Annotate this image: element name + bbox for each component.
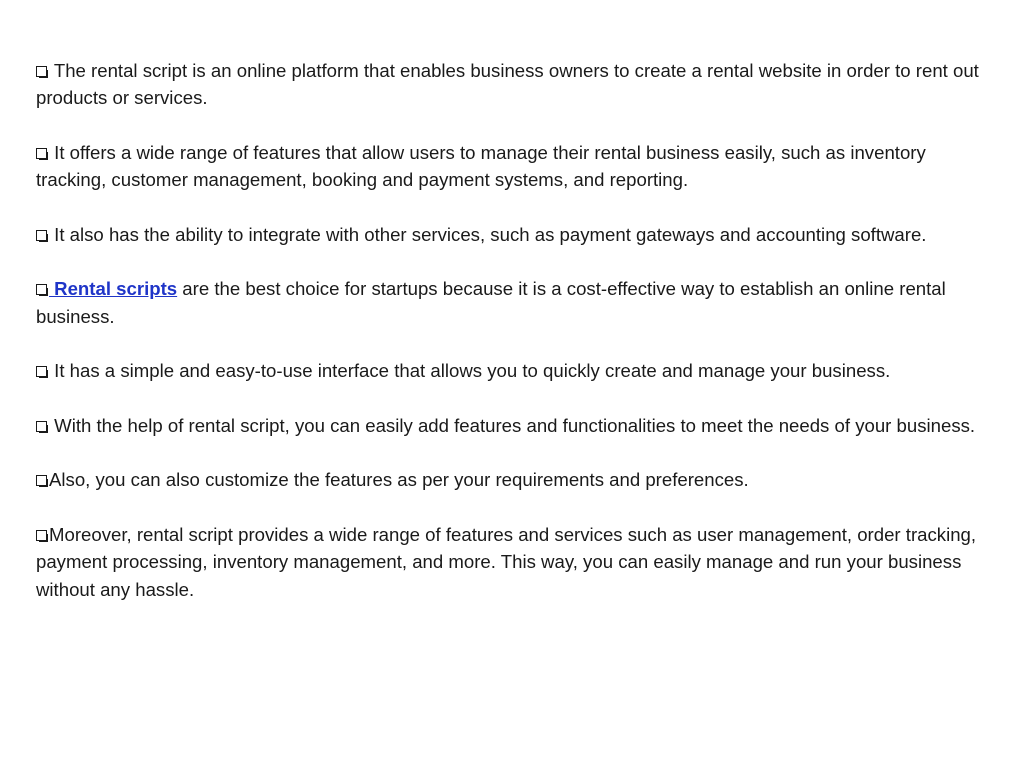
checkbox-bullet-icon xyxy=(36,530,47,541)
bullet-text: Also, you can also customize the features as per your requirements and preferences. xyxy=(49,469,749,491)
bullet-item xyxy=(36,357,996,384)
bullet-text: Moreover, rental script provides a wide range of features and services such as user management, order tracking, payment processing, inventory management, and more. This way, you can easily manage and run your business without any hassle. xyxy=(36,524,977,600)
bullet-item xyxy=(36,521,996,603)
bullet-text: With the help of rental script, you can easily add features and functionalities to meet the needs of your business. xyxy=(49,414,976,436)
rental-scripts-link[interactable]: Rental scripts xyxy=(49,278,178,300)
checkbox-bullet-icon xyxy=(36,366,47,377)
checkbox-bullet-icon xyxy=(36,475,47,486)
bullet-item xyxy=(36,466,996,493)
bullet-text: It offers a wide range of features that allow users to manage their rental business easily, such as inventory tracking, customer management, booking and payment systems, and reporting. xyxy=(36,141,931,191)
bullet-item xyxy=(36,139,996,194)
checkbox-bullet-icon xyxy=(36,230,47,241)
checkbox-bullet-icon xyxy=(36,66,47,77)
checkbox-bullet-icon xyxy=(36,148,47,159)
bullet-text: It has a simple and easy-to-use interface that allows you to quickly create and manage your business. xyxy=(49,360,891,382)
bullet-text: The rental script is an online platform that enables business owners to create a rental website in order to rent out products or services. xyxy=(36,60,985,109)
bullet-text: are the best choice for startups because it is a cost-effective way to establish an online rental business. xyxy=(36,278,951,327)
bullet-text: It also has the ability to integrate with other services, such as payment gateways and accounting software. xyxy=(49,223,927,245)
checkbox-bullet-icon xyxy=(36,284,47,295)
bullet-item xyxy=(36,275,996,330)
bullet-item xyxy=(36,221,996,248)
bullet-item xyxy=(36,412,996,439)
slide-content xyxy=(36,57,996,630)
checkbox-bullet-icon xyxy=(36,421,47,432)
bullet-item xyxy=(36,57,996,112)
